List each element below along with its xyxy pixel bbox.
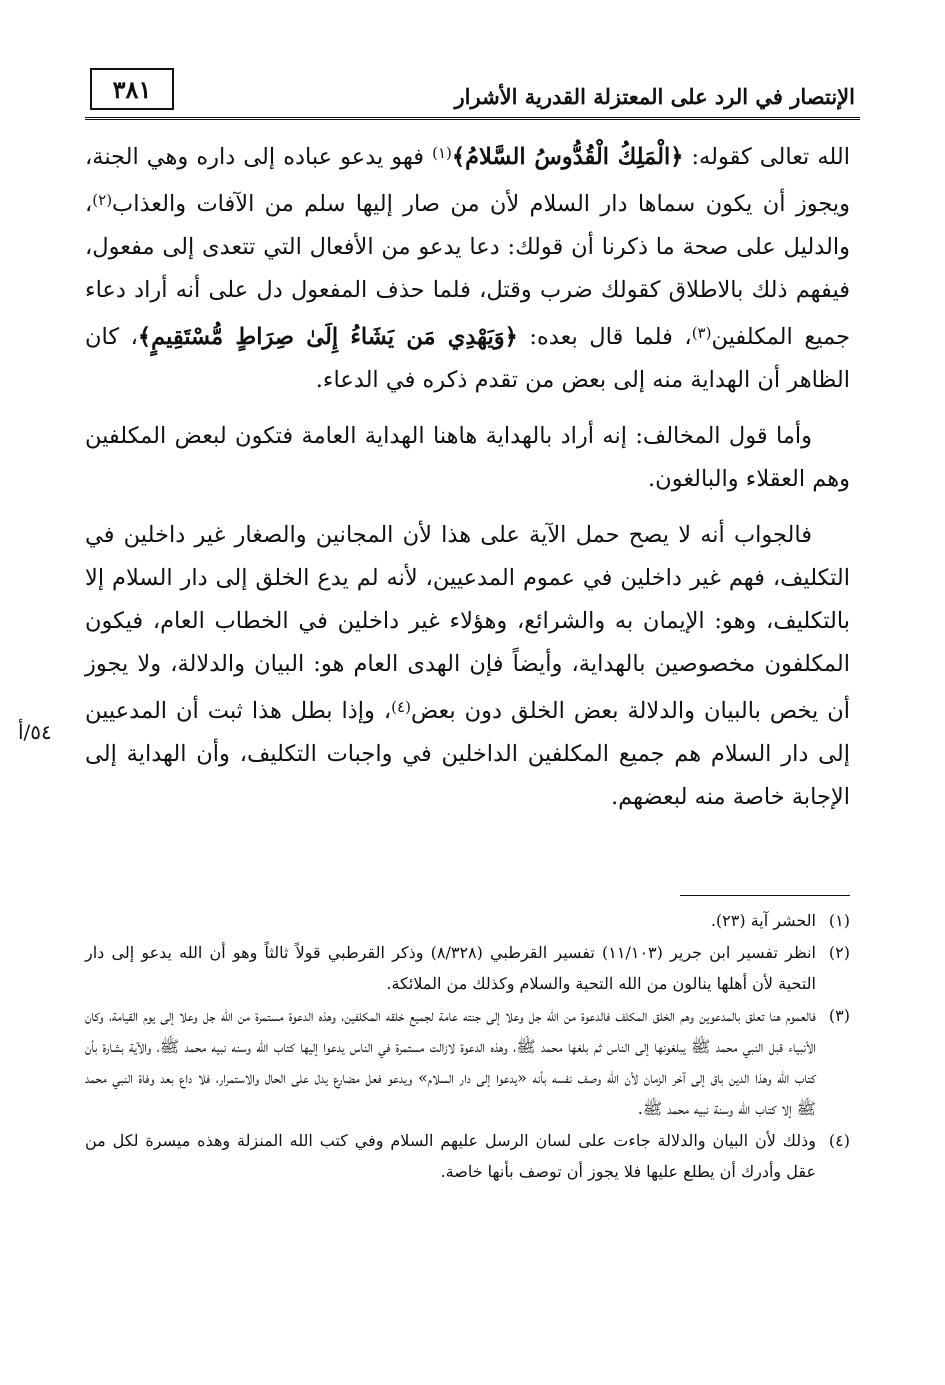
footnote-ref: (٢) bbox=[92, 191, 113, 209]
header-divider bbox=[85, 117, 860, 120]
footnote-text: الحشر آية (٢٣). bbox=[710, 911, 816, 930]
page-number: ٣٨١ bbox=[90, 68, 174, 110]
manuscript-folio-note: ٥٤/أ bbox=[18, 720, 52, 744]
text-run: فهو يدعو عباده إلى داره وهي الجنة، ويجوز أن يكون سماها دار السلام لأن من صار إليها سلم من الآفات والعذاب bbox=[85, 144, 850, 217]
text-run: الله تعالى كقوله: bbox=[683, 144, 850, 170]
text-run: ، فلما قال بعده: bbox=[517, 324, 692, 350]
running-header-title: الإنتصار في الرد على المعتزلة القدرية الأشرار bbox=[454, 84, 855, 109]
text-run: فالجواب أنه لا يصح حمل الآية على هذا لأن المجانين والصغار غير داخلين في التكليف، فهم غير داخلين في عموم المدعيين، لأنه لم يدع الخلق إلى دار السلام إلا بالتكليف، وهو: الإيمان به والشرائع، وهؤلاء غير داخلين في الخطاب العام، فيكون المكلفون مخصوصين بالهداية، وأيضاً فإن الهدى العام هو: البيان والدلالة، ولا يجوز أن يخص بالبيان والدلالة بعض الخلق دون بعض bbox=[85, 522, 850, 724]
footnote-number: (٣) bbox=[828, 1006, 850, 1025]
footnote bbox=[85, 905, 850, 936]
main-text bbox=[85, 132, 850, 832]
footnote-text: انظر تفسير ابن جرير (١١/١٠٣) تفسير القرطبي (٨/٣٢٨) وذكر القرطبي قولاً ثالثاً وهو أن الله يدعو إلى دار التحية لأن أهلها ينالون من الله التحية والسلام وكذلك من الملائكة. bbox=[85, 943, 816, 993]
footnote bbox=[85, 937, 850, 999]
footnote-number: (١) bbox=[828, 911, 850, 930]
text-run: ، والدليل على صحة ما ذكرنا أن قولك: دعا يدعو من الأفعال التي تتعدى إلى مفعول، فيفهم ذلك بالاطلاق كقولك ضرب وقتل، فلما حذف المفعول دل على أنه أراد دعاء جميع المكلفين bbox=[85, 191, 850, 350]
footnote-text: وذلك لأن البيان والدلالة جاءت على لسان الرسل عليهم السلام وفي كتب الله المنزلة وهذه ميسرة لكل من عقل وأدرك أن يطلع عليها فلا يجوز أن توصف بأنها خاصة. bbox=[85, 1131, 816, 1181]
footnote-number: (٢) bbox=[828, 943, 850, 962]
footnotes bbox=[85, 905, 850, 1188]
footnote bbox=[85, 1125, 850, 1187]
footnote-number: (٤) bbox=[828, 1131, 850, 1150]
footnote-ref: (٤) bbox=[391, 698, 411, 716]
paragraph-3 bbox=[85, 514, 850, 819]
quran-verse: ﴿وَيَهْدِي مَن يَشَاءُ إِلَىٰ صِرَاطٍ مُّسْتَقِيمٍ﴾ bbox=[137, 324, 518, 350]
text-run: ، كان الظاهر أن الهداية منه إلى بعض من تقدم ذكره في الدعاء. bbox=[85, 324, 850, 393]
quran-verse: ﴿الْمَلِكُ الْقُدُّوسُ السَّلامُ﴾ bbox=[451, 144, 684, 170]
text-run: ، وإذا بطل هذا ثبت أن المدعيين إلى دار السلام هم جميع المكلفين الداخلين في واجبات التكليف، وأن الهداية إلى الإجابة خاصة منه لبعضهم. bbox=[85, 698, 850, 810]
footnote-divider bbox=[680, 895, 850, 896]
footnote-ref: (٣) bbox=[691, 324, 712, 342]
footnote bbox=[85, 1000, 850, 1124]
footnote-text: فالعموم هنا تعلق بالمدعوين وهم الخلق المكلف فالدعوة من الله جل وعلا إلى جنته عامة لجميع خلقه المكلفين، وهذه الدعوة مستمرة من الله جل وعلا إلى يوم القيامة، وكان الأنبياء قبل النبي محمد ﷺ يبلغونها إلى الناس ثم بلغها محمد ﷺ، وهذه الدعوة لازالت مستمرة في الناس يدعوا إليها كتاب الله وسنه نبيه محمد ﷺ، والآية بشارة بأن كتاب الله وهذا الدين باق إلى آخر الزمان لأن الله وصف نفسه بأنه «يدعوا إلى دار السلام» ويدعو فعل مضارع يدل على الحال والاستمرار، فلا داع بعد وفاة النبي محمد ﷺ إلا كتاب الله وسنة نبيه محمد ﷺ. bbox=[85, 1006, 817, 1118]
paragraph-2: وأما قول المخالف: إنه أراد بالهداية هاهنا الهداية العامة فتكون لبعض المكلفين وهم العقلاء والبالغون. bbox=[85, 423, 850, 492]
paragraph-1 bbox=[85, 132, 850, 402]
footnote-ref: (١) bbox=[432, 144, 452, 162]
